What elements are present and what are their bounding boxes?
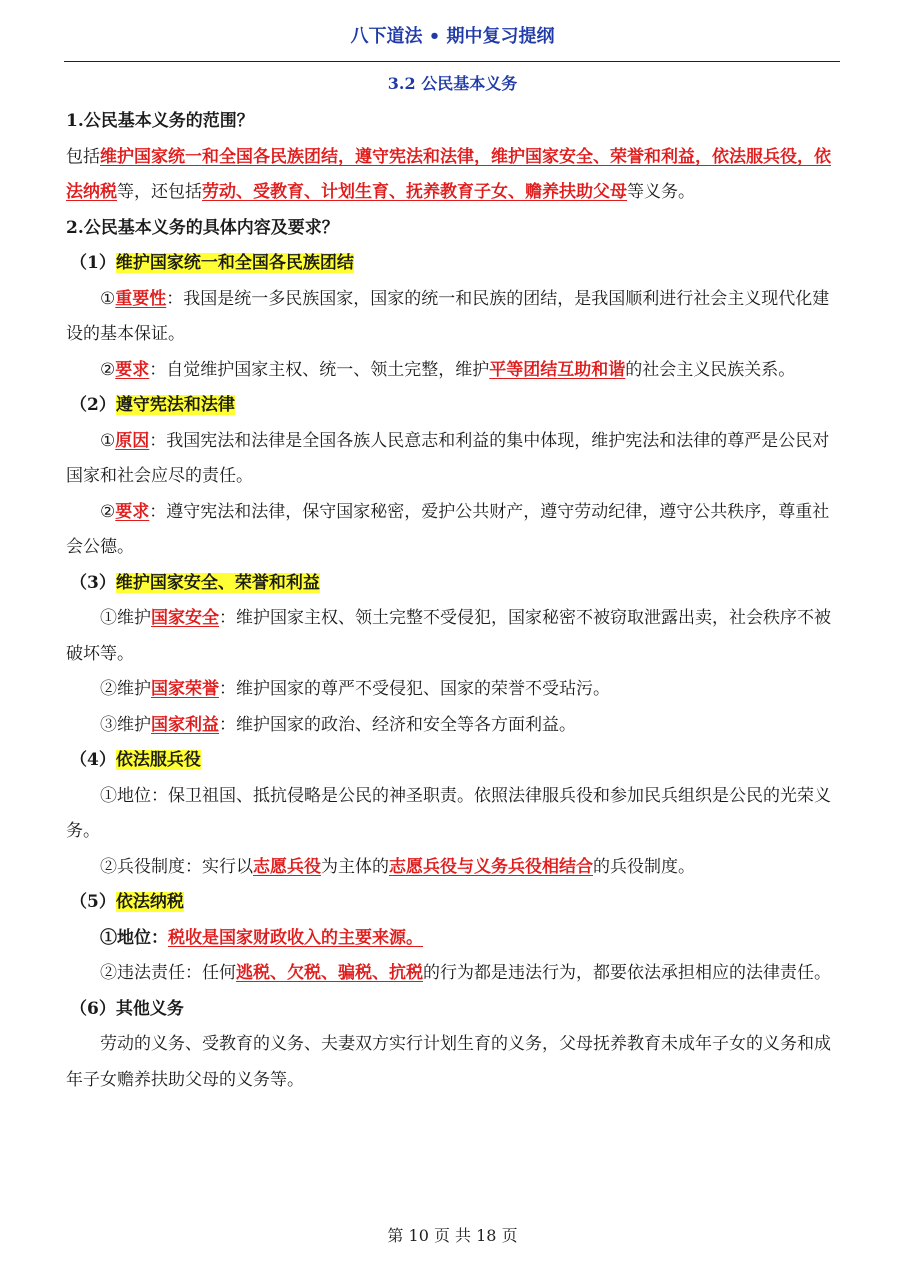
section-title: 3.2 公民基本义务 — [387, 74, 518, 93]
question-1-title: 1.公民基本义务的范围？ — [66, 111, 254, 131]
subsection-title: 其他义务 — [115, 998, 184, 1019]
item-text: ②违法责任：任何 — [100, 963, 236, 983]
subsection-title: 遵守宪法和法律 — [115, 395, 235, 415]
item-text: ②兵役制度：实行以 — [100, 856, 253, 877]
item-text: 为主体的 — [321, 856, 389, 877]
key-term: 国家安全 — [151, 608, 219, 628]
subsection-number: （6） — [70, 998, 116, 1019]
subsection-3-heading — [66, 566, 840, 602]
key-term: 要求 — [115, 501, 150, 522]
subsection-number: （5） — [70, 892, 116, 912]
subsection-number: （4） — [70, 750, 116, 770]
item-text: 的社会主义民族关系。 — [625, 359, 796, 380]
page-number: 第 10 页 共 18 页 — [387, 1226, 518, 1245]
item-text: 的行为都是违法行为，都要依法承担相应的法律责任。 — [423, 963, 831, 983]
key-term: 逃税、欠税、骗税、抗税 — [236, 963, 423, 983]
question-2-title: 2.公民基本义务的具体内容及要求？ — [66, 217, 339, 238]
subsection-6-text: 劳动的义务、受教育的义务、夫妻双方实行计划生育的义务，父母抚养教育未成年子女的义务和成年子女赡养扶助父母的义务等。 — [66, 1034, 831, 1090]
item-text: ：自觉维护国家主权、统一、领土完整，维护 — [149, 359, 490, 380]
item-text: ：我国是统一多民族国家，国家的统一和民族的团结，是我国顺利进行社会主义现代化建设的基本保证。 — [66, 288, 830, 344]
subsection-number: （2） — [70, 395, 116, 415]
item-text: ：维护国家的尊严不受侵犯、国家的荣誉不受玷污。 — [219, 679, 610, 699]
subsection-3-item-3 — [66, 708, 840, 744]
other-obligations: 劳动、受教育、计划生育、抚养教育子女、赡养扶助父母 — [202, 182, 627, 202]
subsection-4-item-2 — [66, 850, 840, 886]
subsection-2-item-1 — [66, 424, 840, 495]
key-term: 国家荣誉 — [151, 679, 219, 699]
subsection-5-item-2 — [66, 956, 840, 992]
key-term: 重要性 — [115, 288, 167, 309]
item-text: ：遵守宪法和法律，保守国家秘密，爱护公共财产，遵守劳动纪律，遵守公共秩序，尊重社会公德。 — [66, 501, 830, 557]
subsection-1-item-1 — [66, 282, 840, 353]
key-obligations: 维护国家统一和全国各民族团结，遵守宪法和法律，维护国家安全、荣誉和利益，依法服兵役，依法纳税 — [66, 146, 831, 202]
item-text: ①地位： — [100, 927, 168, 948]
answer-text: 等，还包括 — [117, 182, 202, 202]
subsection-1-item-2 — [66, 353, 840, 389]
item-text: ：维护国家的政治、经济和安全等各方面利益。 — [219, 714, 576, 735]
question-1-answer — [66, 140, 840, 211]
subsection-title: 维护国家安全、荣誉和利益 — [115, 572, 320, 593]
item-marker: ①维护 — [100, 608, 151, 628]
item-marker: ② — [100, 359, 116, 380]
item-text: ：我国宪法和法律是全国各族人民意志和利益的集中体现，维护宪法和法律的尊严是公民对国家和社会应尽的责任。 — [66, 430, 830, 486]
subsection-2-item-2 — [66, 495, 840, 566]
key-term: 原因 — [115, 430, 150, 451]
item-marker: ① — [100, 430, 116, 451]
item-marker: ②维护 — [100, 679, 151, 699]
subsection-4-item-1: ①地位：保卫祖国、抵抗侵略是公民的神圣职责。依照法律服兵役和参加民兵组织是公民的光荣义务。 — [66, 785, 831, 841]
key-term: 国家利益 — [151, 714, 219, 735]
subsection-6-heading — [66, 992, 840, 1028]
subsection-3-item-2 — [66, 672, 840, 708]
subsection-title: 依法纳税 — [115, 892, 184, 912]
document-header-title: 八下道法 • 期中复习提纲 — [350, 26, 555, 47]
subsection-number: （1） — [70, 253, 116, 273]
header-divider — [64, 61, 840, 62]
answer-text: 等义务。 — [627, 182, 695, 202]
key-term: 要求 — [115, 359, 150, 380]
subsection-5-item-1 — [66, 921, 840, 957]
subsection-number: （3） — [70, 572, 116, 593]
subsection-2-heading — [66, 388, 840, 424]
item-text: ：维护国家主权、领土完整不受侵犯，国家秘密不被窃取泄露出卖，社会秩序不被破坏等。 — [66, 608, 831, 664]
item-marker: ② — [100, 501, 116, 522]
item-marker: ① — [100, 288, 116, 309]
key-term: 志愿兵役 — [253, 856, 321, 877]
subsection-title: 维护国家统一和全国各民族团结 — [115, 253, 354, 273]
document-body — [66, 104, 840, 1098]
key-term: 志愿兵役与义务兵役相结合 — [389, 856, 593, 877]
item-text: 的兵役制度。 — [593, 856, 695, 877]
subsection-1-heading — [66, 246, 840, 282]
answer-text: 包括 — [66, 146, 100, 167]
key-term: 税收是国家财政收入的主要来源。 — [168, 927, 423, 948]
subsection-4-heading — [66, 743, 840, 779]
item-marker: ③维护 — [100, 714, 151, 735]
subsection-5-heading — [66, 885, 840, 921]
key-term: 平等团结互助和谐 — [489, 359, 626, 380]
subsection-title: 依法服兵役 — [115, 750, 201, 770]
subsection-3-item-1 — [66, 601, 840, 672]
